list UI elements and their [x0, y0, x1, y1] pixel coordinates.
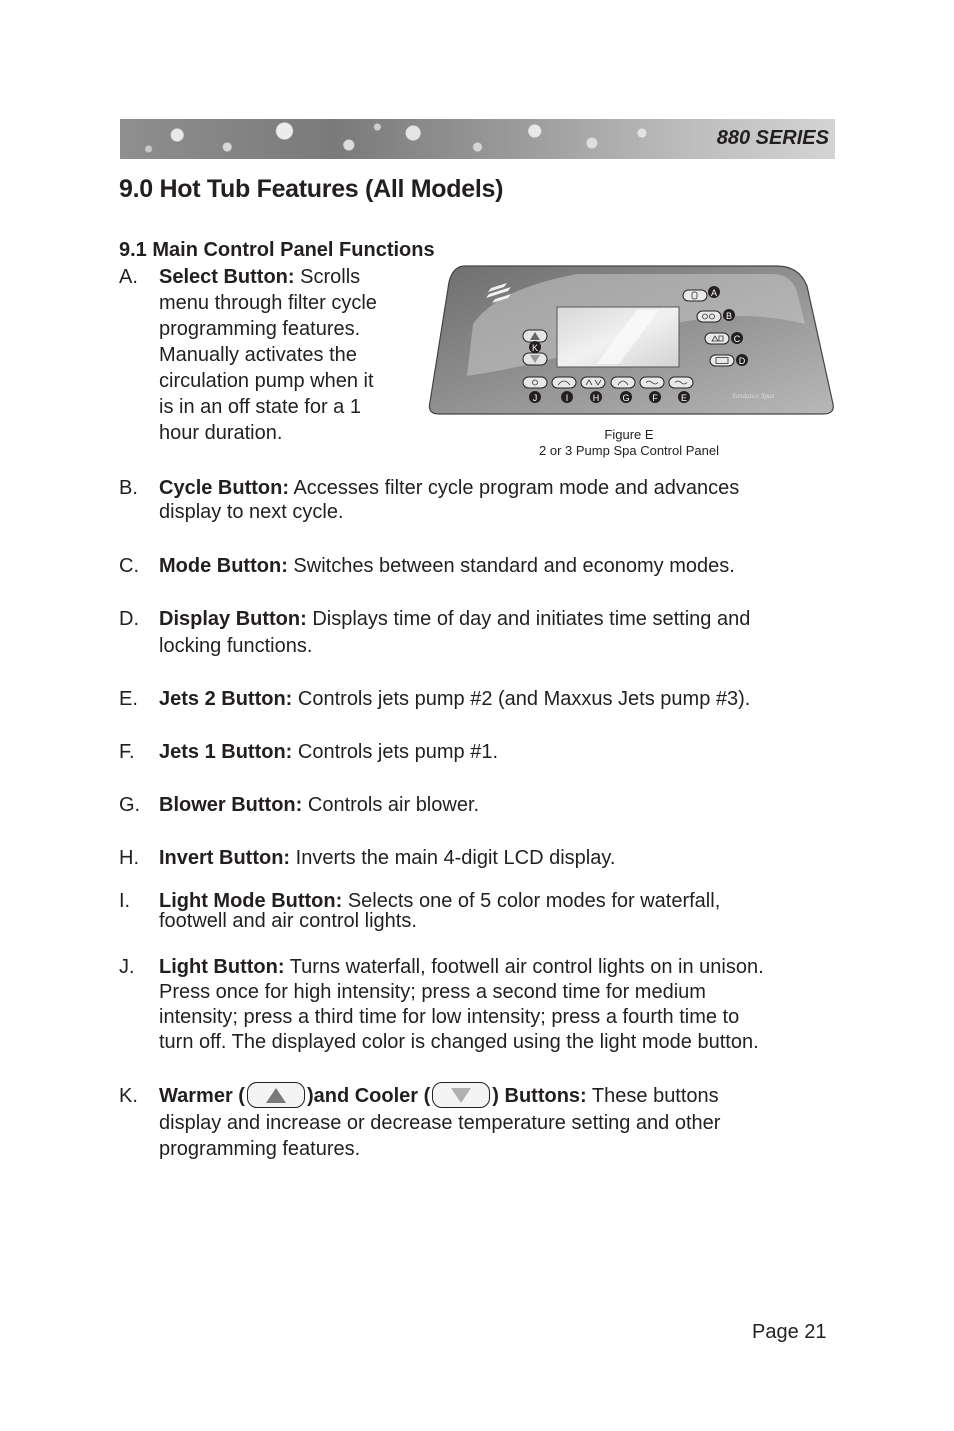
- svg-text:I: I: [565, 393, 569, 403]
- svg-text:D: D: [738, 356, 746, 366]
- mode-button: [705, 333, 729, 344]
- svg-text:A: A: [710, 288, 718, 298]
- series-label: 880 SERIES: [716, 127, 829, 149]
- svg-text:C: C: [733, 334, 741, 344]
- light-button: [523, 377, 547, 388]
- svg-text:B: B: [725, 311, 733, 321]
- svg-text:F: F: [652, 393, 658, 403]
- cooler-icon: [433, 1083, 489, 1107]
- panel-brand-text: Sundance Spas: [732, 392, 775, 400]
- figure-caption: Figure E 2 or 3 Pump Spa Control Panel: [539, 427, 719, 458]
- header-banner: [120, 119, 835, 159]
- control-panel-figure: [427, 264, 835, 416]
- invert-button: [581, 377, 605, 388]
- control-panel-illustration: [427, 264, 835, 416]
- item-letter: A.: [119, 266, 138, 288]
- blower-button: [611, 377, 635, 388]
- jets-1-button: [640, 377, 664, 388]
- cycle-button: [697, 311, 721, 322]
- svg-text:H: H: [592, 393, 600, 403]
- cooler-button-inline: [432, 1082, 490, 1108]
- warmer-button-inline: [247, 1082, 305, 1108]
- item-title: Select Button:: [159, 266, 295, 288]
- svg-text:K: K: [531, 343, 539, 353]
- light-mode-button: [552, 377, 576, 388]
- svg-text:E: E: [680, 393, 688, 403]
- svg-text:J: J: [532, 393, 538, 403]
- svg-text:G: G: [622, 393, 630, 403]
- section-title: 9.0 Hot Tub Features (All Models): [119, 175, 504, 203]
- page-number: Page 21: [752, 1321, 827, 1343]
- display-button: [710, 355, 734, 366]
- jets-2-button: [669, 377, 693, 388]
- select-button: [683, 290, 707, 301]
- subsection-title: 9.1 Main Control Panel Functions: [119, 239, 435, 261]
- warmer-icon: [248, 1083, 304, 1107]
